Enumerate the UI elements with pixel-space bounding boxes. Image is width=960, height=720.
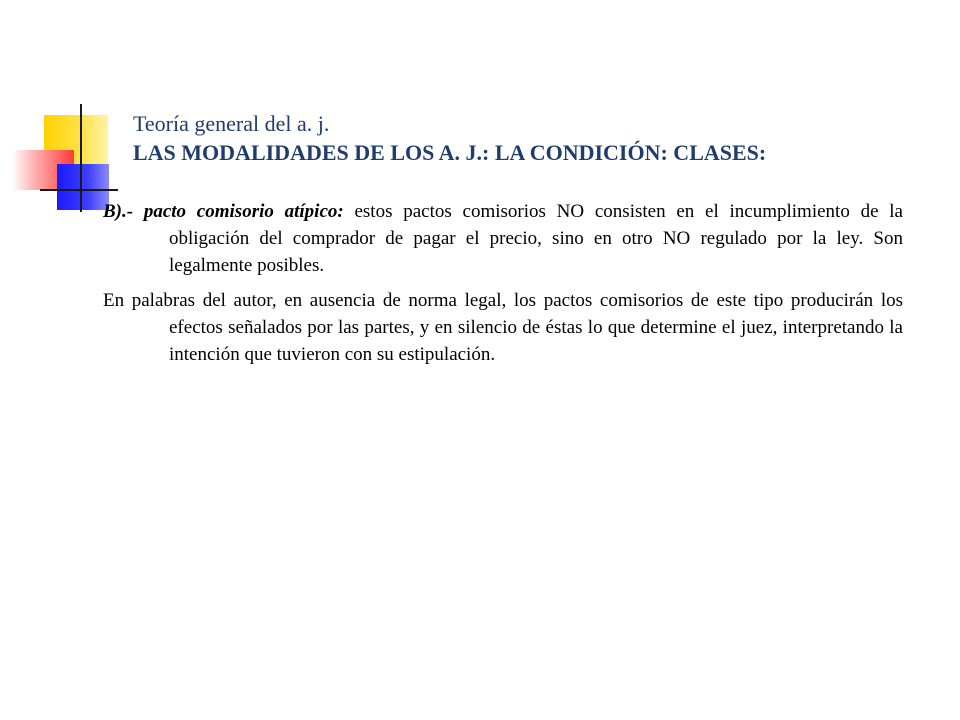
logo-vertical-line [80,104,82,212]
paragraph-lead-term: B).- pacto comisorio atípico: [103,201,344,222]
paragraph-palabras-del-autor [103,287,903,368]
paragraph-text: En palabras del autor, en ausencia de norma legal, los pactos comisorios de este tipo producirán los efectos señalados por las partes, y en silencio de éstas lo que determine el juez, interpretando la intención que tuvieron con su estipulación. [103,290,903,365]
slide-title-line-2: LAS MODALIDADES DE LOS A. J.: LA CONDICIÓN: CLASES: [133,140,767,165]
logo-horizontal-line [40,189,118,191]
paragraph-text: estos pactos comisorios NO consisten en el incumplimiento de la obligación del comprador de pagar el precio, sino en otro NO regulado por la ley. Son legalmente posibles. [169,201,903,276]
slide-logo-decoration [0,0,130,220]
logo-blue-square [57,164,109,210]
slide-body [103,198,903,376]
paragraph-pacto-comisorio-atipico [103,198,903,279]
slide-title-line-1: Teoría general del a. j. [133,111,330,136]
slide-title [133,110,923,168]
